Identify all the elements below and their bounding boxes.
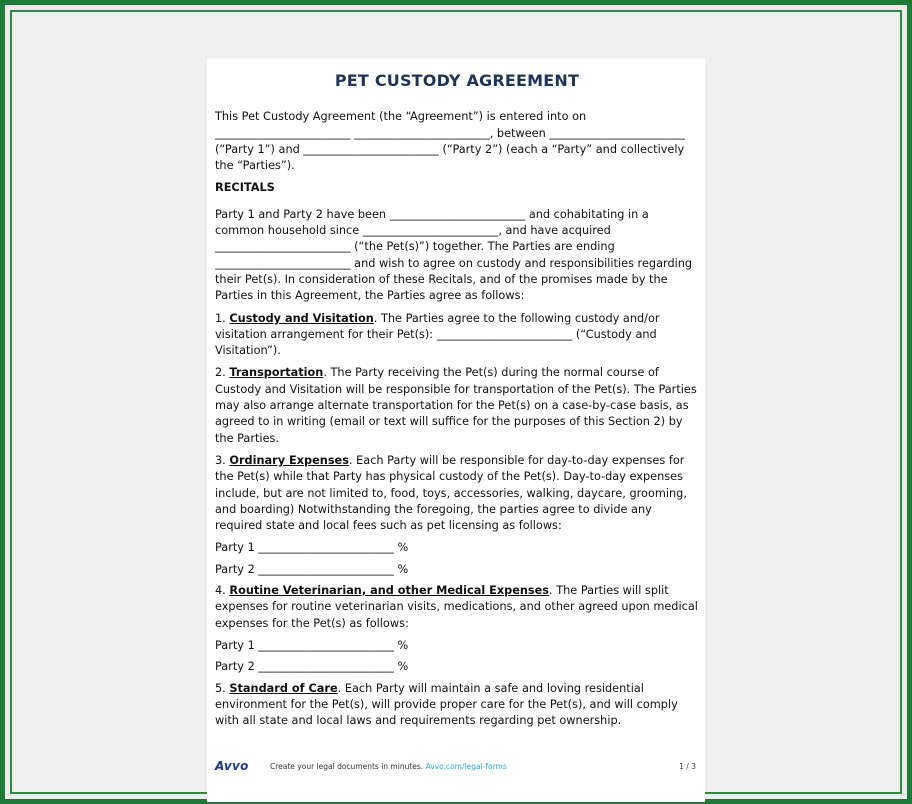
section-5-number: 5.: [215, 681, 230, 695]
document-content: [215, 58, 699, 735]
section-1: [215, 311, 699, 360]
section-1-title: Custody and Visitation: [229, 311, 374, 325]
recitals-paragraph: Party 1 and Party 2 have been ________________________ and cohabitating in a common household since ________________________, and have acquired ________________________ (“the Pet(s)”) together. The Parties are ending ________________________ and wish to agree on custody and responsibilities regarding their Pet(s). In consideration of these Recitals, and of the promises made by the Parties in this Agreement, the Parties agree as follows:: [215, 207, 693, 303]
intro-paragraph: This Pet Custody Agreement (the “Agreement”) is entered into on ________________________ ________________________, between ________________________ (“Party 1”) and ________________________ (“Party 2”) (each a “Party” and collectively the “Parties”).: [215, 110, 685, 173]
section-2-number: 2.: [215, 366, 230, 380]
section-5-title: Standard of Care: [229, 681, 338, 695]
tagline-text: Create your legal documents in minutes.: [270, 762, 424, 771]
section-1-text: . The Parties agree to the following custody and/or visitation arrangement for their Pet(s): ________________________ (“Custody and Visitation”).: [215, 311, 660, 358]
section-3-text: . Each Party will be responsible for day-to-day expenses for the Pet(s) while that Party has physical custody of the Pet(s). Day-to-day expenses include, but are not limited to, food, toys, accessories, walking, daycare, grooming, and boarding) Notwithstanding the foregoing, the parties agree to divide any required state and local fees such as pet licensing as follows:: [215, 453, 687, 533]
page-number: 1 / 3: [679, 762, 696, 771]
avvo-logo: Avvo: [215, 759, 249, 773]
section-4-party2-share: Party 2 ________________________ %: [215, 660, 409, 674]
section-4: [215, 583, 699, 632]
section-3-title: Ordinary Expenses: [229, 453, 349, 467]
section-4-text: . The Parties will split expenses for routine veterinarian visits, medications, and other agreed upon medical expenses for the Pet(s) as follows:: [215, 584, 698, 630]
section-5-text: . Each Party will maintain a safe and loving residential environment for the Pet(s), will provide proper care for the Pet(s), and will comply with all state and local laws and requirements regarding pet ownership.: [215, 681, 678, 728]
footer-tagline: [270, 762, 507, 771]
section-3-party1-share: Party 1 ________________________ %: [215, 541, 409, 555]
section-2-text: . The Party receiving the Pet(s) during the normal course of Custody and Visitation will be responsible for transportation of the Pet(s). The Parties may also arrange alternate transportation for the Pet(s) on a case-by-case basis, as agreed to in writing (email or text will suffice for the purposes of this Section 2) by the Parties.: [215, 366, 697, 445]
section-1-number: 1.: [215, 311, 230, 325]
legal-forms-link[interactable]: Avvo.com/legal-forms: [425, 762, 507, 771]
document-page: [207, 58, 705, 802]
section-3-number: 3.: [215, 453, 230, 467]
section-2-title: Transportation: [229, 366, 324, 380]
section-4-title: Routine Veterinarian, and other Medical Expenses: [229, 584, 550, 598]
page-footer: [215, 759, 696, 775]
section-5: [215, 681, 699, 730]
section-4-party1-share: Party 1 ________________________ %: [215, 638, 409, 652]
document-title: PET CUSTODY AGREEMENT: [334, 71, 580, 90]
section-4-number: 4.: [215, 584, 230, 598]
section-3-party2-share: Party 2 ________________________ %: [215, 562, 409, 576]
section-3: [215, 453, 699, 534]
section-2: [215, 365, 699, 446]
recitals-heading: RECITALS: [215, 181, 275, 195]
